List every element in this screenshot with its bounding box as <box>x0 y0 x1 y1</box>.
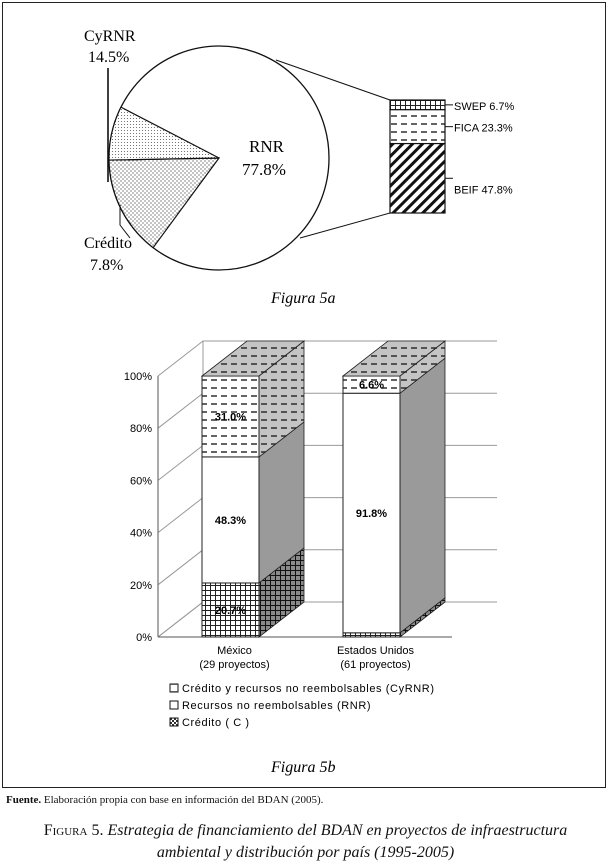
breakdown-segment-1 <box>390 110 445 144</box>
source-note-text: Elaboración propia con base en información del BDAN (2005). <box>43 794 324 806</box>
figure-caption <box>0 820 611 864</box>
x-tick-sublabel: (29 proyectos) <box>199 659 270 671</box>
bar-label-rnr: 48.3% <box>214 514 247 527</box>
stacked-bar-chart <box>124 341 497 729</box>
connector-bottom <box>300 213 390 238</box>
y-tick-label: 100% <box>123 371 152 383</box>
y-tick-label: 80% <box>129 423 152 436</box>
breakdown-label-2: BEIF 47.8% <box>454 184 513 197</box>
bar-label-cyrnr: 31.0% <box>214 411 247 424</box>
breakdown-label-0: SWEP 6.7% <box>454 100 515 113</box>
label-rnr-value: 77.8% <box>242 160 286 179</box>
source-note <box>6 794 606 806</box>
label-credito: Crédito <box>84 235 132 252</box>
label-cyrnr: CyRNR <box>84 28 136 45</box>
caption-line-1: Estrategia de financiamiento del BDAN en proyectos de infraestructura <box>107 822 568 839</box>
caption-prefix: Figura 5. <box>43 822 104 839</box>
caption-figura-5b: Figura 5b <box>271 759 336 776</box>
bar-segment-c <box>343 633 400 637</box>
x-tick-label: Estados Unidos <box>336 645 415 657</box>
caption-figura-5a: Figura 5a <box>271 290 336 307</box>
label-credito-value: 7.8% <box>90 257 124 274</box>
bar-side-rnr <box>400 358 445 633</box>
bar-label-c: 20.7% <box>214 604 247 617</box>
legend-swatch-cyrnr <box>170 684 178 692</box>
legend-label-cyrnr: Crédito y recursos no reembolsables (CyRNR) <box>182 683 435 695</box>
breakdown-label-1: FICA 23.3% <box>454 122 513 135</box>
legend-swatch-c <box>170 718 178 726</box>
legend-label-rnr: Recursos no reembolsables (RNR) <box>182 700 372 712</box>
breakdown-segment-0 <box>390 100 445 110</box>
y-tick-label: 20% <box>129 579 152 592</box>
legend-label-c: Crédito ( C ) <box>182 717 250 729</box>
rnr-breakdown-bar <box>390 100 515 213</box>
pie-chart <box>84 28 390 274</box>
source-note-label: Fuente. <box>6 794 42 806</box>
y-tick-label: 60% <box>129 475 152 488</box>
caption-line-2: ambiental y distribución por país (1995-2005) <box>156 844 455 861</box>
label-rnr: RNR <box>249 137 284 156</box>
y-tick-label: 0% <box>136 632 152 644</box>
legend-swatch-rnr <box>170 701 178 709</box>
bar-label-cyrnr: 6.6% <box>358 379 385 392</box>
x-tick-sublabel: (61 proyectos) <box>340 659 411 671</box>
breakdown-segment-2 <box>390 144 445 213</box>
label-cyrnr-value: 14.5% <box>88 49 130 66</box>
x-tick-label: México <box>217 645 252 657</box>
y-tick-label: 40% <box>129 527 152 540</box>
bar-label-rnr: 91.8% <box>355 508 388 521</box>
